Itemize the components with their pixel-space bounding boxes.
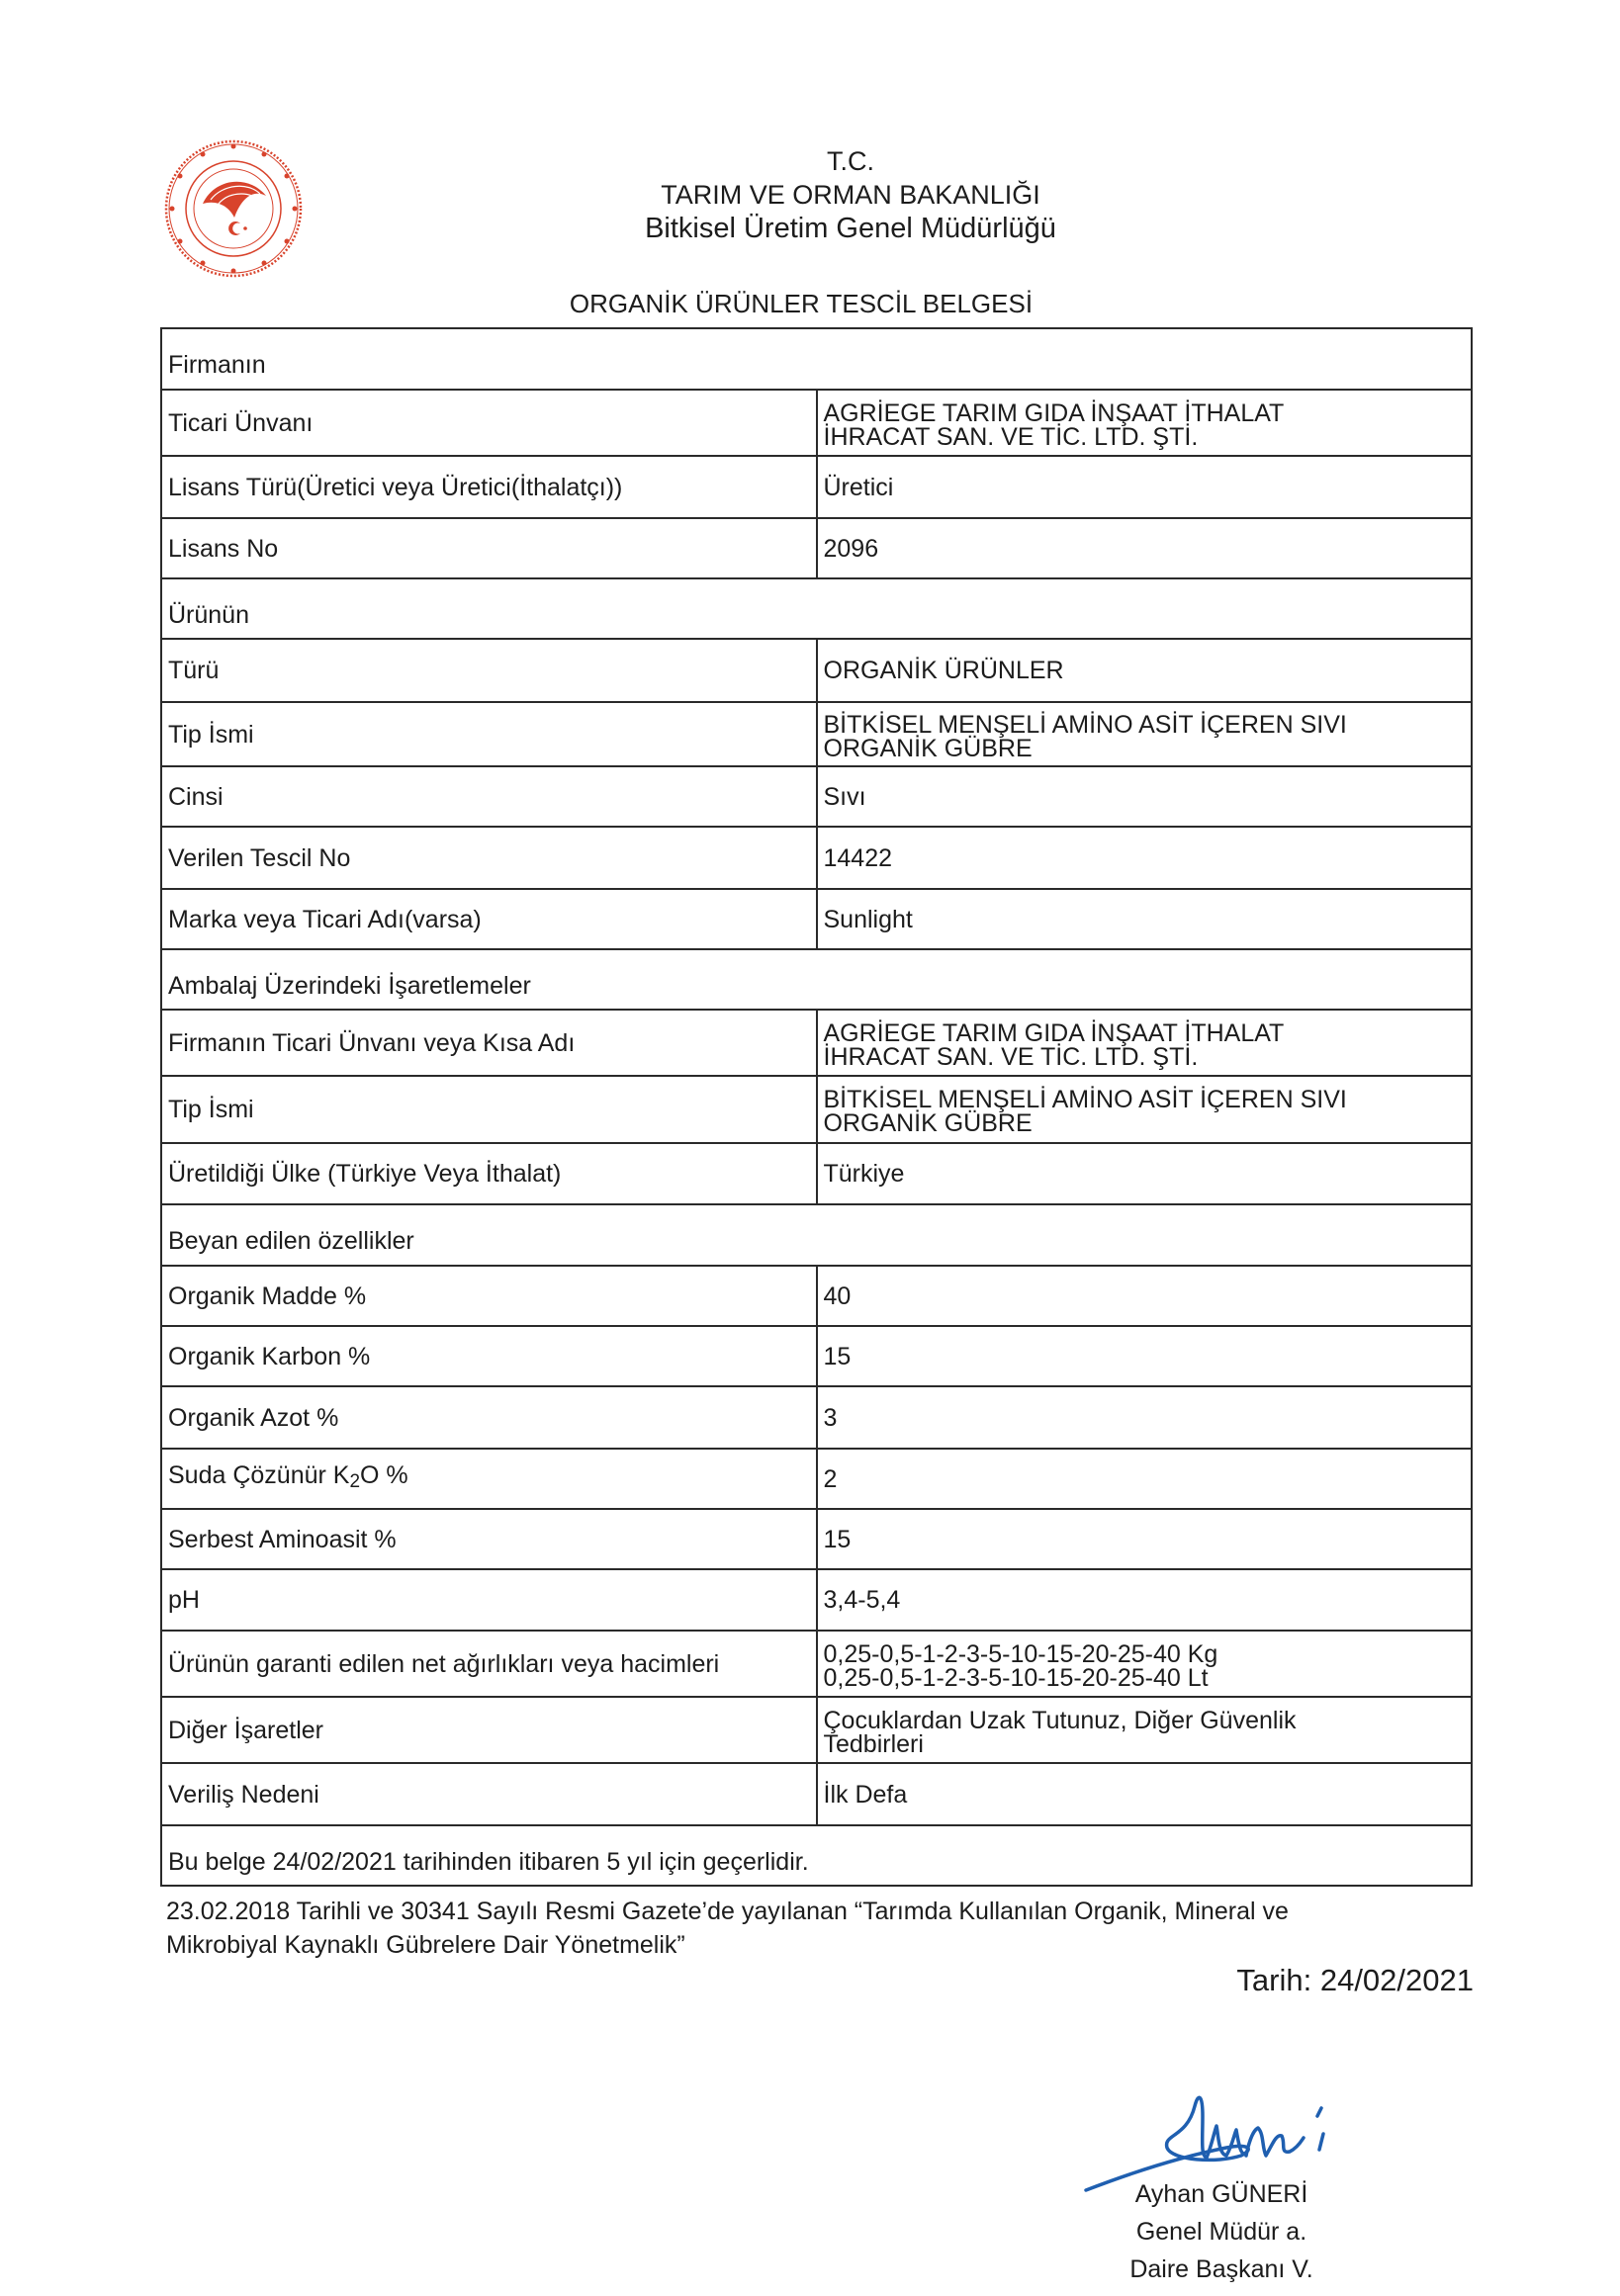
table-row — [161, 827, 1472, 889]
k2o-value: 2 — [817, 1449, 1473, 1509]
type-name-line2: ORGANİK GÜBRE — [823, 734, 1033, 762]
section-firm: Firmanın — [161, 328, 1472, 390]
section-row-declared — [161, 1204, 1472, 1266]
license-no-value: 2096 — [817, 518, 1473, 578]
validity-row — [161, 1825, 1472, 1886]
table-row — [161, 1143, 1472, 1204]
product-type-value: ORGANİK ÜRÜNLER — [817, 639, 1473, 702]
table-row — [161, 1266, 1472, 1326]
table-row — [161, 766, 1472, 827]
brand-label: Marka veya Ticari Adı(varsa) — [161, 889, 817, 949]
product-type-label: Türü — [161, 639, 817, 702]
country-value: Türkiye — [817, 1143, 1473, 1204]
k2o-label-sub: 2 — [349, 1471, 361, 1492]
license-no-label: Lisans No — [161, 518, 817, 578]
regulation-line2: Mikrobiyal Kaynaklı Gübrelere Dair Yönetmelik” — [166, 1931, 685, 1959]
net-weight-line2: 0,25-0,5-1-2-3-5-10-15-20-25-40 Lt — [823, 1663, 1209, 1692]
table-row — [161, 456, 1472, 518]
certificate-table — [160, 327, 1473, 1887]
brand-value: Sunlight — [817, 889, 1473, 949]
signatory-title-line2: Daire Başkanı V. — [1129, 2255, 1313, 2283]
table-row — [161, 1010, 1472, 1076]
registration-no-value: 14422 — [817, 827, 1473, 889]
trade-name-line1: AGRİEGE TARIM GIDA İNŞAAT İTHALAT — [823, 398, 1285, 427]
section-product: Ürünün — [161, 578, 1472, 639]
organic-nitrogen-value: 3 — [817, 1386, 1473, 1449]
net-weight-label: Ürünün garanti edilen net ağırlıkları veya hacimleri — [161, 1631, 817, 1697]
organic-matter-label: Organik Madde % — [161, 1266, 817, 1326]
amino-acid-label: Serbest Aminoasit % — [161, 1509, 817, 1569]
kind-label: Cinsi — [161, 766, 817, 827]
country-label: Üretildiği Ülke (Türkiye Veya İthalat) — [161, 1143, 817, 1204]
net-weight-value — [817, 1631, 1473, 1697]
k2o-label-post: O % — [360, 1461, 408, 1489]
packaging-type-name-label: Tip İsmi — [161, 1076, 817, 1143]
license-type-value: Üretici — [817, 456, 1473, 518]
signatory-title-line1: Genel Müdür a. — [1135, 2218, 1307, 2246]
table-row — [161, 518, 1472, 578]
document-title: ORGANİK ÜRÜNLER TESCİL BELGESİ — [569, 289, 1034, 318]
table-row — [161, 1569, 1472, 1631]
section-row-product — [161, 578, 1472, 639]
header-state: T.C. — [826, 146, 874, 176]
type-name-line1: BİTKİSEL MENŞELİ AMİNO ASİT İÇEREN SIVI — [823, 710, 1347, 739]
table-row — [161, 390, 1472, 456]
ph-label: pH — [161, 1569, 817, 1631]
packaging-type-name-line1: BİTKİSEL MENŞELİ AMİNO ASİT İÇEREN SIVI — [823, 1086, 1347, 1113]
k2o-label-pre: Suda Çözünür K — [168, 1461, 350, 1489]
kind-value: Sıvı — [817, 766, 1473, 827]
table-row — [161, 702, 1472, 766]
table-row — [161, 889, 1472, 949]
packaging-type-name-value — [817, 1076, 1473, 1143]
trade-name-label: Ticari Ünvanı — [161, 390, 817, 456]
net-weight-line1: 0,25-0,5-1-2-3-5-10-15-20-25-40 Kg — [823, 1639, 1218, 1668]
regulation-note — [166, 1895, 1482, 1962]
other-marks-line1: Çocuklardan Uzak Tutunuz, Diğer Güvenlik — [823, 1706, 1297, 1734]
packaging-firm-value — [817, 1010, 1473, 1076]
section-row-firm — [161, 328, 1472, 390]
license-type-label: Lisans Türü(Üretici veya Üretici(İthalatçı)) — [161, 456, 817, 518]
table-row — [161, 1326, 1472, 1386]
organic-nitrogen-label: Organik Azot % — [161, 1386, 817, 1449]
type-name-label: Tip İsmi — [161, 702, 817, 766]
issue-reason-label: Veriliş Nedeni — [161, 1763, 817, 1825]
packaging-firm-line1: AGRİEGE TARIM GIDA İNŞAAT İTHALAT — [823, 1018, 1285, 1047]
other-marks-value — [817, 1697, 1473, 1763]
other-marks-line2: Tedbirleri — [823, 1729, 924, 1758]
type-name-value — [817, 702, 1473, 766]
header-ministry: TARIM VE ORMAN BAKANLIĞI — [661, 180, 1040, 210]
validity-statement: Bu belge 24/02/2021 tarihinden itibaren 5 yıl için geçerlidir. — [161, 1825, 1472, 1886]
section-declared: Beyan edilen özellikler — [161, 1204, 1472, 1266]
table-row — [161, 1509, 1472, 1569]
section-packaging: Ambalaj Üzerindeki İşaretlemeler — [161, 949, 1472, 1010]
section-row-packaging — [161, 949, 1472, 1010]
k2o-label — [161, 1449, 817, 1509]
trade-name-value — [817, 390, 1473, 456]
ministry-seal-icon — [163, 138, 304, 279]
signatory-name: Ayhan GÜNERİ — [1134, 2180, 1308, 2208]
header-directorate: Bitkisel Üretim Genel Müdürlüğü — [645, 213, 1056, 244]
packaging-firm-line2: İHRACAT SAN. VE TİC. LTD. ŞTİ. — [823, 1042, 1199, 1071]
other-marks-label: Diğer İşaretler — [161, 1697, 817, 1763]
organic-carbon-label: Organik Karbon % — [161, 1326, 817, 1386]
table-row — [161, 1697, 1472, 1763]
organic-carbon-value: 15 — [817, 1326, 1473, 1386]
issue-reason-value: İlk Defa — [817, 1763, 1473, 1825]
registration-no-label: Verilen Tescil No — [161, 827, 817, 889]
organic-matter-value: 40 — [817, 1266, 1473, 1326]
table-row — [161, 1631, 1472, 1697]
signatory-block — [1078, 2175, 1365, 2288]
table-row — [161, 1449, 1472, 1509]
table-row — [161, 1386, 1472, 1449]
table-row — [161, 639, 1472, 702]
table-row — [161, 1076, 1472, 1143]
issue-date: Tarih: 24/02/2021 — [1236, 1963, 1474, 1997]
packaging-type-name-line2: ORGANİK GÜBRE — [823, 1109, 1033, 1137]
packaging-firm-label: Firmanın Ticari Ünvanı veya Kısa Adı — [161, 1010, 817, 1076]
ph-value: 3,4-5,4 — [817, 1569, 1473, 1631]
amino-acid-value: 15 — [817, 1509, 1473, 1569]
regulation-line1: 23.02.2018 Tarihli ve 30341 Sayılı Resmi Gazete’de yayılanan “Tarımda Kullanılan Organik, Mineral ve — [166, 1898, 1289, 1925]
table-row — [161, 1763, 1472, 1825]
trade-name-line2: İHRACAT SAN. VE TİC. LTD. ŞTİ. — [823, 422, 1199, 451]
